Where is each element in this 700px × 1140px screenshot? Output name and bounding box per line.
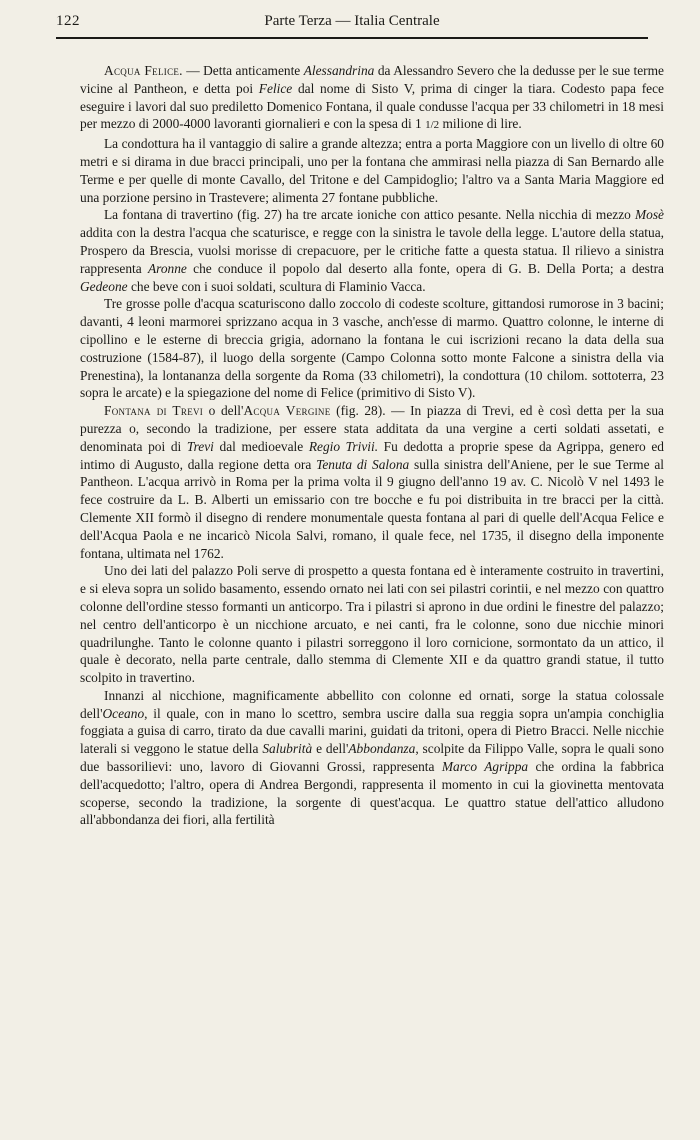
page-number: 122 [56,13,80,29]
page-header [56,10,648,36]
running-title: Parte Terza — Italia Centrale [264,13,440,29]
paragraph-condottura: La condottura ha il vantaggio di salire a grande altezza; entra a porta Maggiore con un livello di oltre 60 metri e si dirama in due bracci principali, uno per la fontana che ammirasi nella piazza di San Bernardo alle Terme e per quelle di monte Cavallo, del Tritone e del Campidoglio; l'altro va a Santa Maria Maggiore ed una porzione persino in Trastevere; alimenta 27 fontane pubbliche. [80,136,664,205]
body-text [80,62,664,829]
section-lead: Acqua Vergine [243,403,331,419]
paragraph-fontana-travertino: La fontana di travertino (fig. 27) ha tre arcate ioniche con attico pesante. Nella nicchia di mezzo Mosè addita con la destra l'acqua che scaturisce, e regge con la sinistra le tavole della legge. L'autore della statua, Prospero da Brescia, vuolsi morisse di crepacuore, per le critiche fatte a questa statua. Il rilievo a sinistra rappresenta Aronne che conduce il popolo dal deserto alla fonte, opera di G. B. Della Porta; a destra Gedeone che beve con i suoi soldati, scultura di Flaminio Vacca. [80,207,664,294]
paragraph-oceano: Innanzi al nicchione, magnificamente abbellito con colonne ed ornati, sorge la statua colossale dell'Oceano, il quale, con in mano lo scettro, sembra uscire dalla sua reggia sopra un'ampia conchiglia foggiata a guisa di carro, tirato da due cavalli marini, guidati da tritoni, opera di Pietro Bracci. Nelle nicchie laterali si veggono le statue della Salubrità e dell'Abbondanza, scolpite da Filippo Valle, sopra le quali sono due bassorilievi: uno, lavoro di Giovanni Grossi, rappresenta Marco Agrippa che ordina la fabbrica dell'acquedotto; l'altro, opera di Andrea Bergondi, rappresenta il momento in cui la giovinetta mentovata scoperse, secondo la tradizione, la sorgente di quest'acqua. Le quattro statue dell'attico alludono all'abbondanza dei fiori, alla fertilità [80,687,664,828]
paragraph-acqua-felice: Acqua Felice. — Detta anticamente Alessandrina da Alessandro Severo che la dedusse per le sue terme vicine al Pantheon, e detta poi Felice dal nome di Sisto V, prima di cinger la tiara. Codesto papa fece eseguire i lavori dal suo prediletto Domenico Fontana, il quale condusse l'acqua per 33 chilometri in 18 mesi per mezzo di 2000-4000 lavoranti giornalieri e con la spesa di 1 1/2 milione di lire. [80,63,664,132]
paragraph-palazzo-poli: Uno dei lati del palazzo Poli serve di prospetto a questa fontana ed è interamente costruito in travertini, e si eleva sopra un solido basamento, essendo ornato nei lati con sei pilastri corintii, e nel mezzo con quattro colonne dell'ordine stesso formanti un anticorpo. Tra i pilastri si aprono in due ordini le finestre del palazzo; nel centro dell'anticorpo è un nicchione arcuato, e nei canti, fra le colonne, sono due nicchie minori quadrilunghe. Tanto le colonne quanto i pilastri sorreggono il loro cornicione, sormontato da un attico, il quale è decorato, nella parte centrale, dallo stemma di Clemente XII e da quattro grandi statue, il tutto scolpito in travertino. [80,563,664,686]
header-rule [56,37,648,39]
section-lead: Acqua Felice. [104,63,183,78]
paragraph-fontana-di-trevi: Fontana di Trevi o dell'Acqua Vergine (fig. 28). — In piazza di Trevi, ed è così detta per la sua purezza o, secondo la tradizione, per essere stata additata da una vergine a certi soldati assetati, e denominata poi di Trevi dal medioevale Regio Trivii. Fu dedotta a proprie spese da Agrippa, genero ed intimo di Augusto, dalla regione detta ora Tenuta di Salona sulla sinistra dell'Aniene, per le sue Terme al Pantheon. L'acqua arrivò in Roma per la prima volta il 9 giugno dell'anno 19 av. C. Nicolò V nel 1493 le fece costruire da L. B. Alberti un emissario con tre bocche e fu poi distribuita in tre bracci per la città. Clemente XII formò il disegno di rendere monumentale questa fontana al pari di quelle dell'Acqua Felice e dell'Acqua Paola e ne incaricò Nicola Salvi, romano, il quale fece, nel 1735, il disegno della imponente fontana, ultimata nel 1762. [80,403,665,561]
paragraph-polle: Tre grosse polle d'acqua scaturiscono dallo zoccolo di codeste scolture, gittandosi rumorose in 3 bacini; davanti, 4 leoni marmorei sprizzano acqua in 3 vasche, anch'esse di marmo. Quattro colonne, le interne di cipollino e le esterne di breccia grigia, adornano la fontana le cui iscrizioni recano la data della sua costruzione (1584-87), il luogo della sorgente (Campo Colonna sotto monte Falcone a sinistra della via Prenestina), la lontananza della sorgente da Roma (33 chilometri), la condottura (10 chilom. sottoterra, 23 sopra le arcate) e la spiegazione del nome di Felice (primitivo di Sisto V). [80,296,664,401]
section-lead: Fontana di Trevi [104,403,204,419]
fraction: 1/2 [425,119,440,132]
